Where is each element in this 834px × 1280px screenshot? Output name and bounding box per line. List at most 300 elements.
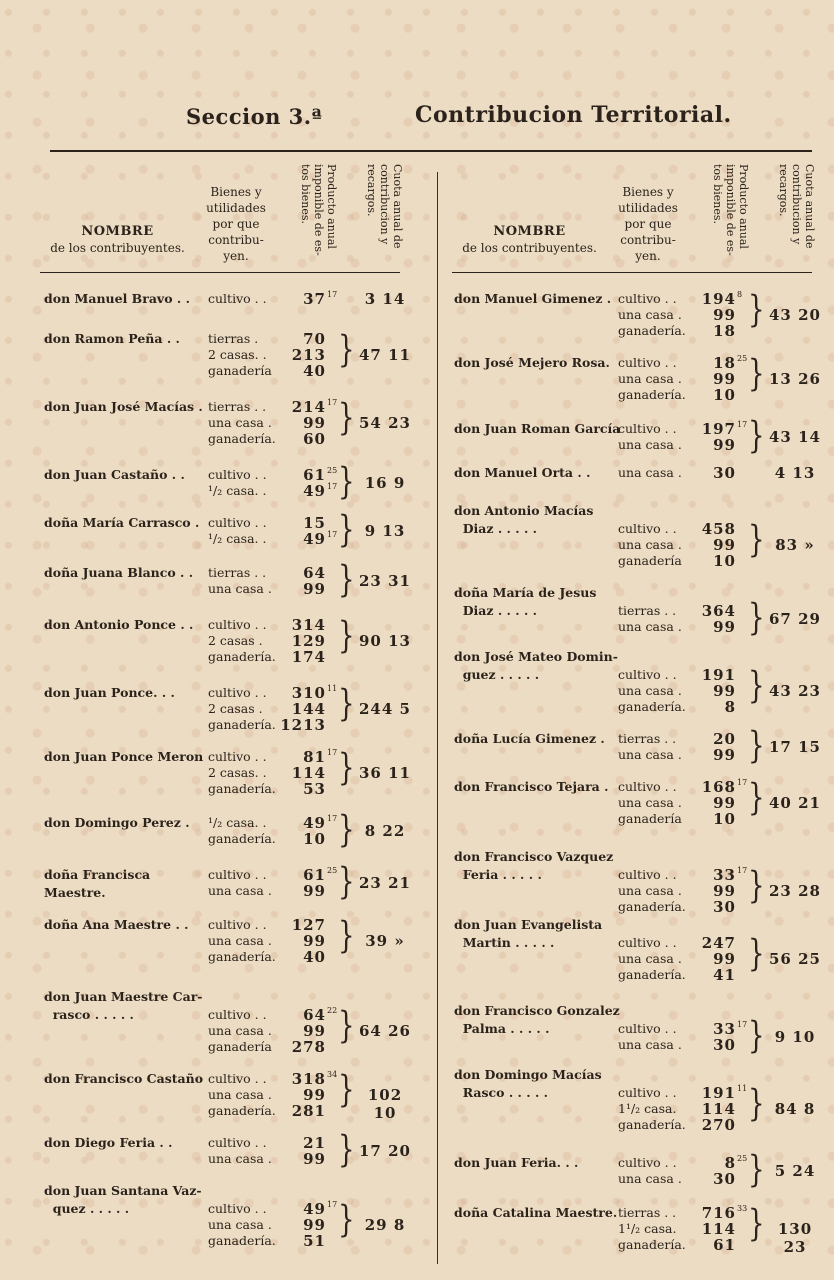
product-fraction: 34 — [327, 1070, 338, 1079]
property-type: ganadería. — [208, 1233, 276, 1248]
taxable-product: 168 — [701, 778, 736, 796]
header-producto: Producto anual imponible de es-tos bienes. — [711, 164, 750, 256]
taxable-product: 30 — [713, 898, 736, 916]
property-type: una casa . — [208, 415, 272, 430]
brace-icon: } — [748, 725, 765, 768]
taxpayer-name: doña Francisca Maestre. — [44, 867, 155, 900]
property-type: una casa . — [618, 747, 682, 762]
property-type: cultivo . . — [618, 1085, 677, 1100]
taxable-product: 270 — [701, 1116, 736, 1134]
property-line — [450, 386, 830, 404]
property-type: tierras . . — [618, 1205, 677, 1220]
product-fraction: 17 — [327, 814, 338, 823]
taxable-product: 1213 — [280, 716, 326, 734]
property-type: ganadería. — [208, 831, 276, 846]
property-type: cultivo . . — [208, 917, 267, 932]
taxable-product: 18 — [713, 354, 736, 372]
taxpayer-name: don Manuel Orta . . — [454, 465, 591, 480]
annual-quota: 9 10 — [774, 1028, 816, 1046]
property-type: una casa . — [208, 1151, 272, 1166]
property-type: ganadería. — [208, 649, 276, 664]
property-line — [40, 716, 420, 734]
property-type: cultivo . . — [208, 515, 267, 530]
product-fraction: 17 — [327, 290, 338, 299]
annual-quota: 39 » — [365, 932, 405, 950]
header-cuota: Cuota anual de contribucion y recargos. — [777, 164, 816, 249]
property-type: 2 casas. . — [208, 765, 267, 780]
product-fraction: 17 — [327, 482, 338, 491]
annual-quota: 40 21 — [769, 794, 821, 812]
taxpayer-name: don Juan Ponce. . . — [44, 685, 175, 700]
brace-icon: } — [338, 559, 355, 602]
property-line — [450, 898, 830, 916]
taxpayer-name: don Domingo Macías Rasco . . . . . — [454, 1067, 602, 1100]
taxable-product: 18 — [713, 322, 736, 340]
brace-icon: } — [338, 915, 355, 958]
taxable-product: 99 — [303, 932, 326, 950]
taxable-product: 99 — [303, 1150, 326, 1168]
property-type: cultivo . . — [208, 1135, 267, 1150]
brace-icon: } — [748, 865, 765, 908]
property-type: cultivo . . — [618, 935, 677, 950]
taxable-product: 99 — [303, 414, 326, 432]
product-fraction: 25 — [327, 866, 338, 875]
taxable-product: 114 — [701, 1100, 736, 1118]
taxable-product: 40 — [303, 948, 326, 966]
annual-quota: 67 29 — [769, 610, 821, 628]
property-line — [40, 648, 420, 666]
taxable-product: 99 — [713, 436, 736, 454]
taxable-product: 61 — [713, 1236, 736, 1254]
annual-quota: 54 23 — [359, 414, 411, 432]
property-type: cultivo . . — [618, 521, 677, 536]
taxable-product: 64 — [303, 564, 326, 582]
taxable-product: 99 — [713, 306, 736, 324]
taxable-product: 99 — [303, 1022, 326, 1040]
property-type: ganadería. — [208, 781, 276, 796]
taxable-product: 174 — [291, 648, 326, 666]
property-type: ganadería. — [618, 899, 686, 914]
brace-icon: } — [748, 353, 765, 396]
property-type: 2 casas. . — [208, 347, 267, 362]
taxpayer-name: doña Juana Blanco . . — [44, 565, 194, 580]
taxable-product: 8 — [724, 1154, 736, 1172]
taxable-product: 127 — [291, 916, 326, 934]
property-type: ganadería. — [208, 1103, 276, 1118]
taxable-product: 99 — [713, 618, 736, 636]
taxpayer-name: don Francisco Castaño — [44, 1071, 204, 1086]
taxable-product: 53 — [303, 780, 326, 798]
taxpayer-name: don Juan Santana Vaz- quez . . . . . — [44, 1183, 202, 1216]
taxable-product: 10 — [713, 810, 736, 828]
annual-quota: 90 13 — [359, 632, 411, 650]
property-type: cultivo . . — [618, 355, 677, 370]
property-type: cultivo . . — [618, 779, 677, 794]
taxable-product: 114 — [291, 764, 326, 782]
taxable-product: 61 — [303, 866, 326, 884]
taxpayer-name: don Manuel Gimenez . — [454, 291, 612, 306]
property-type: cultivo . . — [618, 1021, 677, 1036]
brace-icon: } — [748, 933, 765, 976]
taxable-product: 191 — [701, 666, 736, 684]
taxpayer-name: don Antonio Ponce . . — [44, 617, 194, 632]
brace-icon: } — [338, 1069, 355, 1112]
property-type: ganadería — [208, 1039, 272, 1054]
property-type: tierras . . — [618, 731, 677, 746]
annual-quota: 36 11 — [359, 764, 411, 782]
taxable-product: 99 — [303, 1216, 326, 1234]
taxable-product: 364 — [701, 602, 736, 620]
property-type: una casa . — [618, 307, 682, 322]
column-headers-right — [452, 162, 830, 274]
brace-icon: } — [748, 665, 765, 708]
taxable-product: 213 — [291, 346, 326, 364]
property-type: una casa . — [618, 1171, 682, 1186]
brace-icon: } — [338, 1005, 355, 1048]
property-type: tierras . . — [208, 565, 267, 580]
brace-icon: } — [338, 615, 355, 658]
property-type: ganadería. — [208, 949, 276, 964]
brace-icon: } — [338, 397, 355, 440]
property-line — [450, 322, 830, 340]
taxable-product: 64 — [303, 1006, 326, 1024]
header-producto: Producto anual imponible de es-tos bienes. — [299, 164, 338, 256]
taxpayer-name: don Juan Maestre Car- rasco . . . . . — [44, 989, 203, 1022]
property-type: una casa . — [208, 1023, 272, 1038]
annual-quota: 17 15 — [769, 738, 821, 756]
property-type: una casa . — [208, 883, 272, 898]
property-type: una casa . — [618, 537, 682, 552]
property-type: cultivo . . — [208, 1071, 267, 1086]
property-type: una casa . — [208, 581, 272, 596]
property-line — [40, 948, 420, 966]
header-rule — [452, 272, 812, 273]
product-fraction: 17 — [737, 1020, 748, 1029]
property-type: ganadería — [618, 553, 682, 568]
property-type: tierras . — [208, 331, 259, 346]
property-type: una casa . — [618, 951, 682, 966]
taxpayer-name: doña Ana Maestre . . — [44, 917, 189, 932]
property-type: cultivo . . — [208, 467, 267, 482]
property-type: cultivo . . — [618, 291, 677, 306]
property-type: cultivo . . — [208, 1007, 267, 1022]
brace-icon: } — [338, 509, 355, 552]
taxpayer-name: don José Mejero Rosa. — [454, 355, 610, 370]
brace-icon: } — [338, 861, 355, 904]
taxable-product: 278 — [291, 1038, 326, 1056]
property-type: una casa . — [618, 883, 682, 898]
product-fraction: 8 — [737, 290, 743, 299]
page-header — [0, 100, 834, 140]
taxable-product: 247 — [701, 934, 736, 952]
taxable-product: 37 — [303, 290, 326, 308]
product-fraction: 17 — [327, 530, 338, 539]
taxable-product: 129 — [291, 632, 326, 650]
taxable-product: 51 — [303, 1232, 326, 1250]
taxable-product: 281 — [291, 1102, 326, 1120]
brace-icon: } — [338, 329, 355, 372]
taxpayer-name: doña Catalina Maestre. — [454, 1205, 618, 1220]
property-type: cultivo . . — [618, 1155, 677, 1170]
taxable-product: 30 — [713, 464, 736, 482]
taxpayer-name: don José Mateo Domin- guez . . . . . — [454, 649, 618, 682]
annual-quota: 64 26 — [359, 1022, 411, 1040]
property-type: cultivo . . — [208, 685, 267, 700]
taxable-product: 99 — [713, 370, 736, 388]
page-title: Contribucion Territorial. — [415, 102, 732, 128]
property-type: una casa . — [618, 371, 682, 386]
property-type: ganadería. — [618, 967, 686, 982]
taxpayer-name: don Antonio Macías Diaz . . . . . — [454, 503, 594, 536]
taxable-product: 40 — [303, 362, 326, 380]
taxable-product: 99 — [303, 580, 326, 598]
property-type: tierras . . — [208, 399, 267, 414]
brace-icon: } — [748, 1203, 765, 1246]
product-fraction: 17 — [737, 778, 748, 787]
annual-quota: 102 10 — [367, 1086, 403, 1122]
taxable-product: 144 — [291, 700, 326, 718]
taxpayer-name: don Francisco Tejara . — [454, 779, 609, 794]
annual-quota: 17 20 — [359, 1142, 411, 1160]
property-type: 2 casas . — [208, 633, 263, 648]
product-fraction: 17 — [737, 866, 748, 875]
annual-quota: 4 13 — [774, 464, 816, 482]
property-line — [40, 430, 420, 448]
property-type: tierras . . — [618, 603, 677, 618]
taxable-product: 99 — [713, 746, 736, 764]
property-line — [40, 780, 420, 798]
taxpayer-name: don Juan Castaño . . — [44, 467, 185, 482]
property-type: cultivo . . — [208, 291, 267, 306]
taxpayer-name: don Juan Evangelista Martin . . . . . — [454, 917, 603, 950]
property-type: ganadería. — [618, 699, 686, 714]
taxable-product: 10 — [713, 386, 736, 404]
taxpayer-name: don Diego Feria . . — [44, 1135, 173, 1150]
product-fraction: 25 — [737, 1154, 748, 1163]
taxable-product: 314 — [291, 616, 326, 634]
taxable-product: 20 — [713, 730, 736, 748]
taxable-product: 99 — [713, 794, 736, 812]
taxpayer-name: don Domingo Perez . — [44, 815, 190, 830]
taxable-product: 33 — [713, 866, 736, 884]
taxpayer-name: don Manuel Bravo . . — [44, 291, 190, 306]
annual-quota: 47 11 — [359, 346, 411, 364]
property-type: 1¹/₂ casa. — [618, 1101, 677, 1116]
taxpayer-name: don Juan Feria. . . — [454, 1155, 579, 1170]
product-fraction: 25 — [327, 466, 338, 475]
brace-icon: } — [748, 597, 765, 640]
property-type: una casa . — [618, 437, 682, 452]
property-type: cultivo . . — [618, 867, 677, 882]
taxable-product: 194 — [701, 290, 736, 308]
property-type: ¹/₂ casa. . — [208, 531, 267, 546]
property-type: una casa . — [618, 683, 682, 698]
property-type: cultivo . . — [208, 867, 267, 882]
product-fraction: 11 — [327, 684, 338, 693]
property-type: ganadería. — [618, 1117, 686, 1132]
brace-icon: } — [748, 415, 765, 458]
brace-icon: } — [748, 1149, 765, 1192]
taxable-product: 49 — [303, 1200, 326, 1218]
annual-quota: 16 9 — [364, 474, 406, 492]
property-type: 1¹/₂ casa. — [618, 1221, 677, 1236]
brace-icon: } — [338, 1129, 355, 1172]
property-type: cultivo . . — [208, 749, 267, 764]
annual-quota: 84 8 — [774, 1100, 816, 1118]
taxable-product: 30 — [713, 1036, 736, 1054]
taxable-product: 30 — [713, 1170, 736, 1188]
taxable-product: 8 — [724, 698, 736, 716]
property-line — [450, 966, 830, 984]
product-fraction: 17 — [327, 748, 338, 757]
taxable-product: 99 — [303, 1086, 326, 1104]
annual-quota: 43 14 — [769, 428, 821, 446]
annual-quota: 43 20 — [769, 306, 821, 324]
header-bienes: Bienes y utilidades por que contribu-yen. — [618, 185, 678, 263]
taxpayer-name: don Francisco Vazquez Feria . . . . . — [454, 849, 614, 882]
property-type: cultivo . . — [618, 667, 677, 682]
taxpayer-name: don Juan Roman García — [454, 421, 621, 436]
annual-quota: 83 » — [775, 536, 815, 554]
annual-quota: 43 23 — [769, 682, 821, 700]
annual-quota: 23 21 — [359, 874, 411, 892]
property-type: una casa . — [208, 1087, 272, 1102]
taxpayer-name: doña María de Jesus Diaz . . . . . — [454, 585, 597, 618]
property-type: ganadería — [208, 363, 272, 378]
taxable-product: 49 — [303, 530, 326, 548]
taxable-product: 99 — [713, 950, 736, 968]
taxable-product: 41 — [713, 966, 736, 984]
product-fraction: 17 — [327, 398, 338, 407]
property-type: cultivo . . — [618, 421, 677, 436]
taxable-product: 10 — [303, 830, 326, 848]
annual-quota: 29 8 — [364, 1216, 406, 1234]
taxable-product: 21 — [303, 1134, 326, 1152]
product-fraction: 33 — [737, 1204, 748, 1213]
taxable-product: 214 — [291, 398, 326, 416]
header-bienes: Bienes y utilidades por que contribu-yen. — [206, 185, 266, 263]
taxable-product: 70 — [303, 330, 326, 348]
property-type: una casa . — [618, 619, 682, 634]
brace-icon: } — [338, 809, 355, 852]
header-rule — [40, 272, 400, 273]
annual-quota: 23 31 — [359, 572, 411, 590]
header-cuota: Cuota anual de contribucion y recargos. — [365, 164, 404, 249]
taxable-product: 458 — [701, 520, 736, 538]
taxable-product: 191 — [701, 1084, 736, 1102]
taxable-product: 81 — [303, 748, 326, 766]
taxable-product: 318 — [291, 1070, 326, 1088]
property-type: ganadería. — [618, 1237, 686, 1252]
property-line — [450, 1116, 830, 1134]
annual-quota: 9 13 — [364, 522, 406, 540]
property-line — [450, 552, 830, 570]
property-line — [40, 362, 420, 380]
property-line — [40, 1232, 420, 1250]
property-line — [450, 698, 830, 716]
property-type: una casa . — [618, 795, 682, 810]
annual-quota: 56 25 — [769, 950, 821, 968]
taxable-product: 60 — [303, 430, 326, 448]
property-type: una casa . — [618, 465, 682, 480]
taxable-product: 10 — [713, 552, 736, 570]
property-type: cultivo . . — [208, 617, 267, 632]
taxpayer-name: don Juan José Macías . — [44, 399, 203, 414]
property-type: 2 casas . — [208, 701, 263, 716]
taxable-product: 15 — [303, 514, 326, 532]
taxable-product: 197 — [701, 420, 736, 438]
property-type: una casa . — [208, 933, 272, 948]
property-line — [40, 1038, 420, 1056]
product-fraction: 17 — [327, 1200, 338, 1209]
brace-icon: } — [748, 1083, 765, 1126]
taxable-product: 33 — [713, 1020, 736, 1038]
brace-icon: } — [748, 519, 765, 562]
property-type: una casa . — [208, 1217, 272, 1232]
taxable-product: 49 — [303, 482, 326, 500]
property-type: ganadería — [618, 811, 682, 826]
product-fraction: 22 — [327, 1006, 338, 1015]
brace-icon: } — [338, 683, 355, 726]
property-type: ganadería. — [618, 387, 686, 402]
taxable-product: 99 — [713, 536, 736, 554]
header-nombre: NOMBRE de los contribuyentes. — [462, 224, 597, 255]
taxable-product: 310 — [291, 684, 326, 702]
taxable-product: 99 — [303, 882, 326, 900]
taxable-product: 49 — [303, 814, 326, 832]
product-fraction: 25 — [737, 354, 748, 363]
property-line — [450, 810, 830, 828]
section-number: Seccion 3.ª — [186, 104, 323, 129]
brace-icon: } — [338, 461, 355, 504]
property-type: ganadería. — [208, 431, 276, 446]
property-type: cultivo . . — [208, 1201, 267, 1216]
taxpayer-name: don Francisco Gonzalez Palma . . . . . — [454, 1003, 620, 1036]
annual-quota: 8 22 — [364, 822, 406, 840]
column-headers-left — [40, 162, 418, 274]
annual-quota: 244 5 — [359, 700, 411, 718]
property-type: ganadería. — [618, 323, 686, 338]
property-type: ganadería. — [208, 717, 276, 732]
brace-icon: } — [338, 1199, 355, 1242]
taxable-product: 99 — [713, 682, 736, 700]
taxpayer-name: doña María Carrasco . — [44, 515, 200, 530]
taxable-product: 114 — [701, 1220, 736, 1238]
annual-quota: 3 14 — [364, 290, 406, 308]
brace-icon: } — [748, 289, 765, 332]
taxpayer-name: don Juan Ponce Meron — [44, 749, 204, 764]
annual-quota: 13 26 — [769, 370, 821, 388]
annual-quota: 130 23 — [777, 1220, 813, 1256]
header-nombre: NOMBRE de los contribuyentes. — [50, 224, 185, 255]
taxable-product: 61 — [303, 466, 326, 484]
property-type: ¹/₂ casa. . — [208, 815, 267, 830]
brace-icon: } — [748, 777, 765, 820]
top-rule — [50, 150, 812, 152]
taxpayer-name: don Ramon Peña . . — [44, 331, 180, 346]
annual-quota: 23 28 — [769, 882, 821, 900]
property-type: una casa . — [618, 1037, 682, 1052]
product-fraction: 17 — [737, 420, 748, 429]
taxpayer-name: doña Lucía Gimenez . — [454, 731, 605, 746]
product-fraction: 11 — [737, 1084, 748, 1093]
taxable-product: 716 — [701, 1204, 736, 1222]
annual-quota: 5 24 — [774, 1162, 816, 1180]
property-type: ¹/₂ casa. . — [208, 483, 267, 498]
brace-icon: } — [748, 1015, 765, 1058]
brace-icon: } — [338, 747, 355, 790]
column-divider — [437, 172, 438, 1264]
